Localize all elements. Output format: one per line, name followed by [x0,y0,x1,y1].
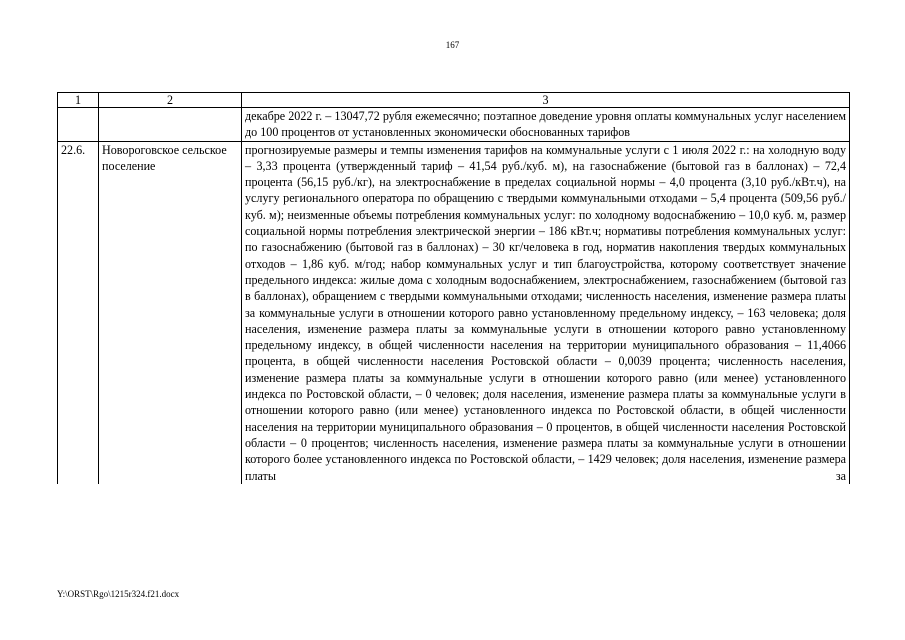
row-name-cell: Новороговское сельское поселение [99,141,242,484]
column-header-1: 1 [58,93,99,108]
row-text-cell [242,141,850,484]
table-row-continuation [58,108,850,142]
continuation-name-cell [99,108,242,142]
table-header-row [58,93,850,108]
column-header-3: 3 [242,93,850,108]
tariff-table [57,92,850,484]
table-row [58,141,850,484]
column-header-2: 2 [99,93,242,108]
file-path-footer: Y:\ORST\Rgo\1215r324.f21.docx [57,589,180,599]
continuation-text: декабре 2022 г. – 13047,72 рубля ежемесячно; поэтапное доведение уровня оплаты коммунальных услуг населением до 100 процентов от установленных экономически обоснованных тарифов [245,109,846,140]
row-text: прогнозируемые размеры и темпы изменения тарифов на коммунальные услуги с 1 июля 2022 г.: на холодную воду – 3,33 процента (утвержденный тариф – 41,54 руб./куб. м), на газоснабжение (бытовой газ в баллонах) – 72,4 процента (56,15 руб./кг), на электроснабжение в пределах социальной нормы – 4,0 процента (3,10 руб./кВт.ч), на услугу регионального оператора по обращению с твердыми коммунальными отходами – 5,4 процента (509,56 руб./куб. м); неизменные объемы потребления коммунальных услуг: по холодному водоснабжению – 10,0 куб. м, размер социальной нормы потребления электрической энергии – 186 кВт.ч; нормативы потребления коммунальных услуг: по газоснабжению (бытовой газ в баллонах) – 30 кг/человека в год, норматив накопления твердых коммунальных отходов – 1,86 куб. м/год; набор коммунальных услуг и тип благоустройства, которому соответствует значение предельного индекса: жилые дома с холодным водоснабжением, электроснабжением, газоснабжением (бытовой газ в баллонах), обращением с твердыми коммунальными отходами; численность населения, изменение размера платы за коммунальные услуги в отношении которого равно установленному предельному индексу, – 163 человека; доля населения, изменение размера платы за коммунальные услуги в отношении которого равно установленному предельному индексу, в общей численности населения на территории муниципального образования – 11,4066 процента, в общей численности населения Ростовской области – 0,0039 процента; численность населения, изменение размера платы за коммунальные услуги в отношении которого равно (или менее) установленного индекса по Ростовской области, – 0 человек; доля населения, изменение размера платы за коммунальные услуги в отношении которого равно (или менее) установленного индекса по Ростовской области, в общей численности населения на территории муниципального образования – 0 процентов, в общей численности населения Ростовской области – 0 процентов; численность населения, изменение размера платы за коммунальные услуги в отношении которого более установленного индекса по Ростовской области, – 1429 человек; доля населения, изменение размера платы за [245,142,846,483]
row-number-cell: 22.6. [58,141,99,484]
continuation-text-cell [242,108,850,142]
continuation-number-cell [58,108,99,142]
page-number: 167 [445,40,460,50]
